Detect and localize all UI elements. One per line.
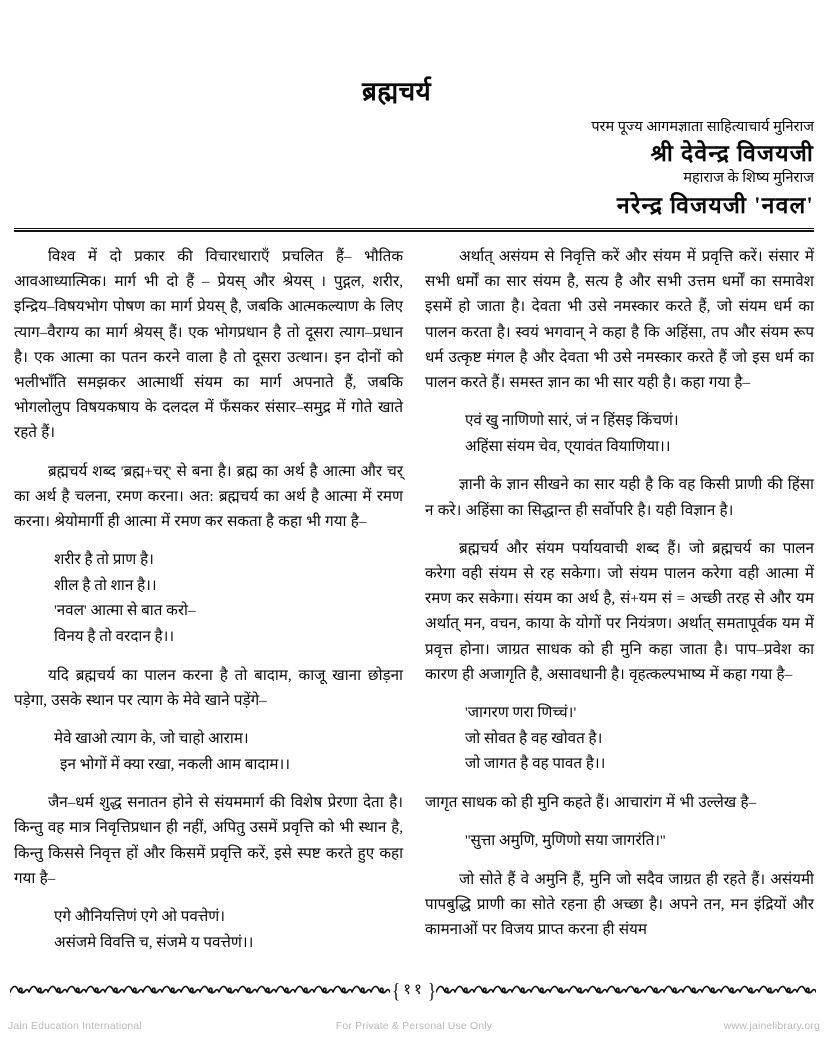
left-paragraph-2: ब्रह्मचर्य शब्द 'ब्रह्म+चर्' से बना है। ब्रह्म का अर्थ है आत्मा और चर् का अर्थ है चलना, रमण करना। अत: ब्रह्मचर्य का अर्थ है आत्मा में रमण करना। श्रेयोमार्गी ही आत्मा में रमण कर सकता है कहा भी गया है–: [14, 462, 403, 531]
body-columns: [14, 244, 814, 972]
verse-line: इन भोगों में क्या रखा, नकली आम बादाम।।: [60, 755, 290, 773]
page-number-brace-left: {: [392, 978, 401, 1002]
byline: [354, 118, 814, 221]
verse-line: शरीर है तो प्राण है।: [54, 551, 154, 569]
verse-line: एवं खु नाणिणो सारं, जं न हिंसइ किंचणं।: [465, 412, 679, 430]
verse-line: एगे औनियत्तिणं एगे ओ पवत्तेणं।: [54, 908, 226, 926]
footer-credits: [8, 1020, 820, 1032]
byline-author-secondary: नरेन्द्र विजयजी 'नवल': [616, 193, 814, 219]
left-paragraph-4: जैन–धर्म शुद्ध सनातन होने से संयममार्ग की विशेष प्रेरणा देता है। किन्तु वह मात्र निवृत्तिप्रधान ही नहीं, अपितु उसमें प्रवृत्ति को भी स्थान है, किन्तु किससे निवृत्त हों और किसमें प्रवृत्ति करें, इसे स्पष्ट करते हुए कहा गया है–: [14, 794, 403, 887]
ornament-right: [436, 981, 818, 999]
page-number-brace-right: }: [427, 978, 436, 1002]
verse-line: मेवे खाओ त्याग के, जो चाहो आराम।: [54, 730, 249, 748]
left-verse-3: [14, 904, 403, 955]
credit-publisher: Jain Education International: [8, 1020, 142, 1032]
verse-line: जो जागत है वह पावत है।।: [465, 755, 606, 773]
verse-line: ''सुत्ता अमुणि, मुणिणो सया जागरंति।'': [465, 832, 666, 850]
byline-author-primary: श्री देवेन्द्र विजयजी: [650, 140, 814, 166]
verse-line: 'नवल' आत्मा से बात करो–: [54, 602, 196, 620]
right-paragraph-1: अर्थात् असंयम से निवृत्ति करें और संयम में प्रवृत्ति करें। संसार में सभी धर्मों का सार संयम है, सत्य है और सभी उत्तम धर्मों का समावेश इसमें हो जाता है। देवता भी उसे नमस्कार करते हैं, जो संयम धर्म का पालन करता है। स्वयं भगवान् ने कहा है कि अहिंसा, तप और संयम रूप धर्म उत्कृष्ट मंगल है और देवता भी उसे नमस्कार करते हैं जो इस धर्म का पालन करते हैं। समस्त ज्ञान का भी सार यही है। कहा गया है–: [425, 248, 814, 392]
byline-line-3: महाराज के शिष्य मुनिराज: [683, 170, 814, 187]
verse-line: विनय है तो वरदान है।।: [54, 628, 175, 646]
verse-line: शील है तो शान है।।: [54, 576, 157, 594]
right-verse-1: [425, 408, 814, 459]
verse-line: असंजमे विवत्ति च, संजमे य पवत्तेणं।।: [54, 933, 254, 951]
verse-line: 'जागरण णरा णिच्चं।': [465, 704, 577, 722]
credit-website[interactable]: www.jainelibrary.org: [723, 1020, 820, 1032]
credit-usage-notice: For Private & Personal Use Only: [335, 1020, 493, 1032]
header-divider-rule: [14, 228, 814, 232]
right-paragraph-2: ज्ञानी के ज्ञान सीखने का सार यही है कि वह किसी प्राणी की हिंसा न करे। अहिंसा का सिद्धान्त ही सर्वोपरि है। यही विज्ञान है।: [425, 476, 814, 519]
right-column: [425, 244, 814, 972]
byline-line-1: परम पूज्य आगमज्ञाता साहित्याचार्य मुनिराज: [591, 119, 814, 135]
right-verse-2: [425, 700, 814, 777]
page-number: ११: [403, 981, 425, 998]
page-title: ब्रह्मचर्य: [362, 77, 432, 106]
rule-line-bottom: [14, 230, 814, 232]
left-verse-2: [14, 726, 403, 777]
right-paragraph-5: जो सोते हैं वे अमुनि हैं, मुनि जो सदैव जाग्रत ही रहते हैं। असंयमी पापबुद्धि प्राणी का सोते रहना ही अच्छा है। अपने तन, मन इंद्रियों और कामनाओं पर विजय प्राप्त करना ही संयम: [425, 870, 814, 939]
masthead: [0, 72, 828, 218]
left-paragraph-3: यदि ब्रह्मचर्य का पालन करना है तो बादाम, काजू खाना छोड़ना पड़ेगा, उसके स्थान पर त्याग के मेवे खाने पड़ेंगे–: [14, 666, 403, 709]
right-verse-3: [425, 828, 814, 854]
left-column: [14, 244, 403, 972]
left-verse-1: [14, 547, 403, 649]
verse-line: अहिंसा संयम चेव, ए्यावंत वियाणिया।।: [465, 437, 671, 455]
verse-line: जो सोवत है वह खोवत है।: [465, 729, 603, 747]
right-paragraph-3: ब्रह्मचर्य और संयम पर्यायवाची शब्द हैं। जो ब्रह्मचर्य का पालन करेगा वही संयम से रह सकेगा। जो संयम पालन करेगा वही आत्मा में रमण कर सकेगा। संयम का अर्थ है, सं+यम सं = अच्छी तरह से और यम अर्थात् मन, वचन, काया के योगों पर नियंत्रण। अर्थात् समतापूर्वक यम में प्रवृत्त होना। जाग्रत साधक को ही मुनि कहा जाता है। पाप–प्रवेश का कारण ही अजागृति है, असावधानी है। वृहत्कल्पभाष्य में कहा गया है–: [425, 539, 814, 683]
left-paragraph-1: विश्व में दो प्रकार की विचारधाराएँ प्रचलित हैं– भौतिक आवआध्यात्मिक। मार्ग भी दो हैं – प्रेयस् और श्रेयस् । पुद्गल, शरीर, इन्द्रिय–विषयभोग पोषण का मार्ग प्रेयस् है, जबकि आत्मकल्याण के लिए त्याग–वैराग्य का मार्ग श्रेयस् हैं। एक भोगप्रधान है तो दूसरा त्याग–प्रधान है। एक आत्मा का पतन करने वाला है तो दूसरा उत्थान। इन दोनों को भलीभाँति समझकर आत्मार्थी संयम का मार्ग अपनाते हैं, जबकि भोगलोलुप विषयकषाय के दलदल में फँसकर संसार–समुद्र में गोते खाते रहते हैं।: [14, 248, 403, 442]
right-paragraph-4: जागृत साधक को ही मुनि कहते हैं। आचारांग में भी उल्लेख है–: [425, 793, 757, 811]
footer-ornament: [10, 978, 818, 1002]
ornament-left: [10, 981, 392, 999]
